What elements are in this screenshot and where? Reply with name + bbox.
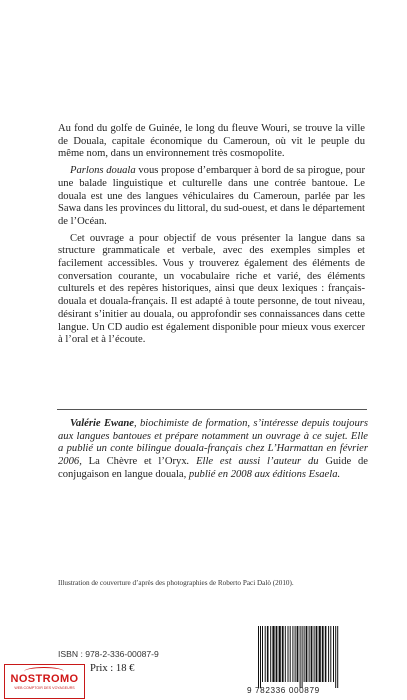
description-text (58, 123, 365, 351)
author-bio (58, 418, 368, 482)
price-text: Prix : 18 € (90, 663, 135, 674)
isbn-text: ISBN : 978-2-336-00087-9 (58, 649, 159, 659)
bio-work-1: La Chèvre et l’Oryx (88, 456, 187, 468)
stamp-name: NOSTROMO (10, 673, 79, 685)
author-name: Valérie Ewane (70, 418, 134, 429)
divider-line (57, 409, 367, 410)
barcode-number: 9 782336 000879 (247, 686, 320, 695)
paragraph-intro: Au fond du golfe de Guinée, le long du fleuve Wouri, se trouve la ville de Douala, capitale économique du Cameroun, où vit le peuple du même nom, dans un environnement très cosmopolite. (58, 123, 365, 160)
stamp-arc (24, 667, 64, 676)
bio-paragraph (58, 418, 368, 482)
book-title: Parlons douala (70, 165, 136, 177)
bio-part-1: , biochimiste de formation, s’intéresse depuis toujours aux langues bantoues et prépare notamment un ouvrage à ce sujet. Elle a publié un conte bilingue douala-français chez L’Harmattan en février 2006, (58, 418, 368, 468)
paragraph-objective: Cet ouvrage a pour objectif de vous présenter la langue dans sa structure grammaticale et verbale, avec des exemples simples et facilement accessibles. Vous y trouverez également des éléments de conversation courante, un vocabulaire riche et varié, des éléments culturels et des repères historiques, ainsi que deux lexiques : français-douala et douala-français. Il est adapté à toute personne, de tout niveau, désirant s’initier au douala, ou approfondir ses connaissances dans cette langue. Un CD audio est également disponible pour mieux vous exercer à l’oral et à l’écoute. (58, 232, 365, 346)
paragraph-invitation (58, 165, 365, 229)
bio-part-2: . Elle est aussi l’auteur du (186, 456, 326, 468)
barcode-image (256, 626, 370, 688)
bio-part-3: , publié en 2008 aux éditions Esaela. (183, 468, 341, 480)
stamp-subtitle: WEB COMPTOIR DES VOYAGEURS (14, 686, 75, 690)
illustration-credit: Illustration de couverture d’après des photographies de Roberto Paci Dalò (2010). (58, 579, 294, 587)
nostromo-stamp-logo (4, 664, 85, 699)
bio-work-2: Guide de conjugaison en langue douala (58, 456, 368, 480)
paragraph-invitation-text: vous propose d’embarquer à bord de sa pirogue, pour une balade linguistique et culturelle dans une contrée bantoue. Le douala est une des langues véhiculaires du Cameroun, parlée par les Sawa dans les provinces du littoral, du sud-ouest, et dans le département de l’Océan. (58, 165, 365, 227)
